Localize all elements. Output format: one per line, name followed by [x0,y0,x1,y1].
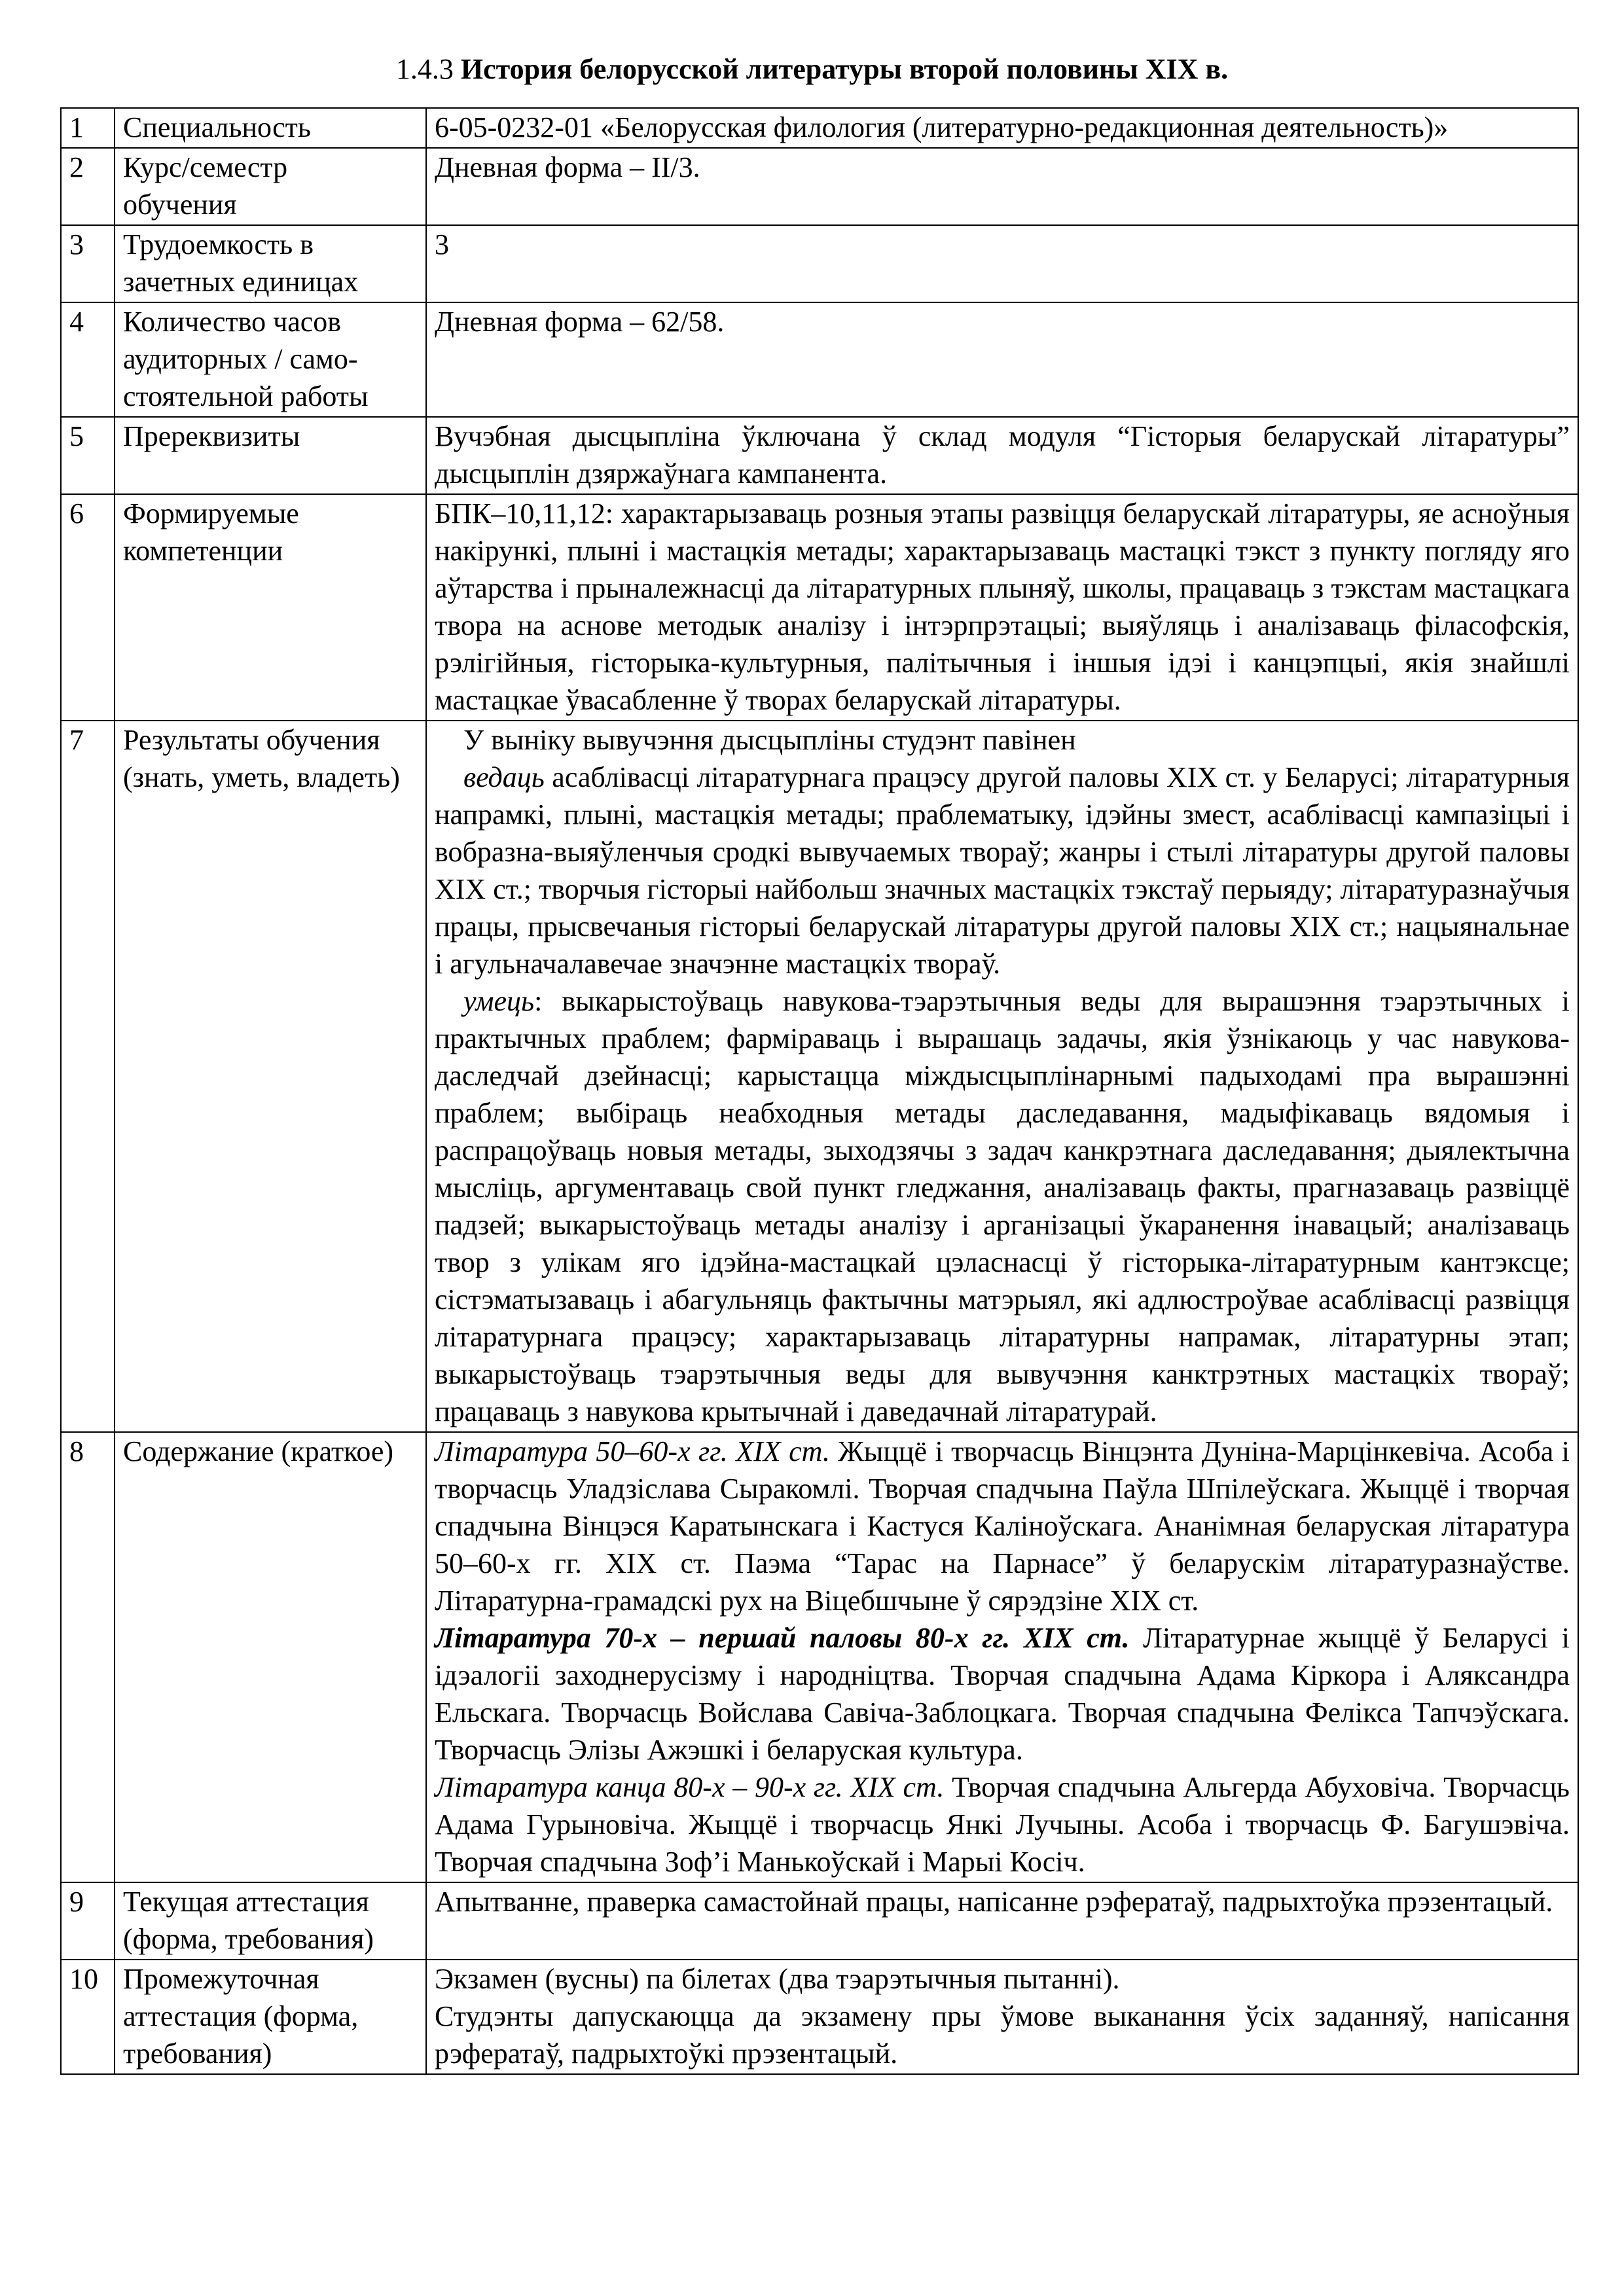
table-row [61,108,1578,148]
content-part-heading: Літаратура канца 80-х – 90-х гг. XIX ст. [435,1771,945,1803]
table-row [61,1432,1578,1882]
row-label: Трудоемкость в зачетных единицах [115,225,426,302]
row-value [426,721,1578,1432]
content-part [435,1768,1570,1880]
content-part-heading: Літаратура 70-х – першай паловы 80-х гг. XIX ст. [435,1622,1130,1654]
row-number: 4 [61,302,115,417]
row-value: БПК–10,11,12: характарызаваць розныя этапы развіцця беларускай літаратуры, яе асноўныя накірункі, плыні і мастацкія метады; характарызаваць мастацкі тэкст з пункту погляду яго аўтарства і прыналежнасці да літаратурных плыняў, школы, працаваць з тэкстам мастацкага твора на аснове методык аналізу і інтэрпрэтацыі; выяўляць і аналізаваць філасофскія, рэлігійныя, гісторыка-культурныя, палітычныя і іншыя ідэі і канцэпцыі, якія знайшлі мастацкае ўвасабленне ў творах беларускай літаратуры. [426,494,1578,721]
row-number: 9 [61,1882,115,1960]
exam-form: Экзамен (вусны) па білетах (два тэарэтычныя пытанні). [435,1963,1120,1995]
table-row [61,417,1578,494]
content-part-text: Жыццё і творчасць Вінцэнта Дуніна-Марцінкевіча. Асоба і творчасць Уладзіслава Сыракомлі. Творчая спадчына Паўла Шпілеўскага. Жыццё і творчая спадчына Вінцэся Каратынскага і Кастуся Каліноўскага. Ананімная беларуская літаратура 50–60-х гг. XIX ст. Паэма “Тарас на Парнасе” ў беларускім літаратуразнаўстве. Літаратурна-грамадскі рух на Віцебшчыне ў сярэдзіне XIX ст. [435,1435,1570,1617]
row-label: Промежуточная аттестация (форма, требования) [115,1960,426,2074]
results-can [435,982,1570,1430]
content-part [435,1433,1570,1619]
table-row [61,148,1578,225]
page-title [0,51,1624,88]
row-label: Результаты обучения (знать, уметь, владеть) [115,721,426,1432]
exam-requirements: Студэнты дапускаюцца да экзамену пры ўмове выканання ўсіх заданняў, напісання рэфератаў, падрыхтоўкі прэзентацый. [435,2000,1570,2070]
row-number: 5 [61,417,115,494]
row-value: 3 [426,225,1578,302]
row-value: Дневная форма – II/3. [426,148,1578,225]
table-row [61,1960,1578,2074]
section-number: 1.4.3 [395,53,454,85]
row-value: 6-05-0232-01 «Белорусская филология (литературно-редакционная деятельность)» [426,108,1578,148]
results-know [435,759,1570,982]
can-text: : выкарыстоўваць навукова-тэарэтычныя веды для вырашэння тэарэтычных і практычных праблем; фарміраваць і вырашаць задачы, якія ўзнікаюць у час навукова-даследчай дзейнасці; карыстацца міждысцыплінарнымі падыходамі пра вырашэнні праблем; выбіраць неабходныя метады даследавання, мадыфікаваць вядомыя і распрацоўваць новыя метады, зыходзячы з задач канкрэтнага даследавання; дыялектычна мысліць, аргументаваць свой пункт гледжання, аналізаваць факты, прагназаваць развіццё падзей; выкарыстоўваць метады аналізу і арганізацыі ўкаранення інавацый; аналізаваць твор з улікам яго ідэйна-мастацкай цэласнасці ў гісторыка-літаратурным кантэксце; сістэматызаваць і абагульняць фактычны матэрыял, які адлюстроўвае асаблівасці развіцця літаратурнага працэсу; характарызаваць літаратурны напрамак, літаратурны этап; выкарыстоўваць тэарэтычныя веды для вывучэння канктрэтных мастацкіх твораў; працаваць з навукова крытычнай і даведачнай літаратурай. [435,985,1570,1427]
table-row [61,225,1578,302]
results-intro: У выніку вывучэння дысцыпліны студэнт павінен [463,724,1076,756]
content-part-heading: Літаратура 50–60-х гг. XIX ст. [435,1435,830,1467]
table-row [61,721,1578,1432]
table-row [61,494,1578,721]
row-label: Курс/семестр обучения [115,148,426,225]
row-label: Пререквизиты [115,417,426,494]
row-number: 6 [61,494,115,721]
row-value: Вучэбная дысцыпліна ўключана ў склад модуля “Гісторыя беларускай літаратуры” дысцыплін дзяржаўнага кампанента. [426,417,1578,494]
discipline-table [60,107,1579,2075]
row-value: Апытванне, праверка самастойнай працы, напісанне рэфератаў, падрыхтоўка прэзентацый. [426,1882,1578,1960]
row-value: Дневная форма – 62/58. [426,302,1578,417]
row-value [426,1960,1578,2074]
row-number: 7 [61,721,115,1432]
row-number: 10 [61,1960,115,2074]
row-number: 8 [61,1432,115,1882]
row-label: Текущая аттестация (форма, требования) [115,1882,426,1960]
row-number: 3 [61,225,115,302]
know-text: асаблівасці літаратурнага працэсу другой паловы XIX ст. у Беларусі; літаратурныя напрамкі, плыні, мастацкія метады; праблематыку, ідэйны змест, асаблівасці кампазіцыі і вобразна-выяўленчыя сродкі вывучаемых твораў; жанры і стылі літаратуры другой паловы XIX ст.; творчыя гісторыі найбольш значных мастацкіх тэкстаў перыяду; літаратуразнаўчыя працы, прысвечаныя гісторыі беларускай літаратуры другой паловы XIX ст.; нацыянальнае і агульначалавечае значэнне мастацкіх твораў. [435,761,1570,980]
section-title: История белорусской литературы второй половины XIX в. [460,53,1229,85]
content-part-text: Творчая спадчына Альгерда Абуховіча. Творчасць Адама Гурыновіча. Жыццё і творчасць Янкі Лучыны. Асоба і творчасць Ф. Багушэвіча. Творчая спадчына Зоф’і Манькоўскай і Марыі Косіч. [435,1771,1570,1878]
row-label: Количество часов аудиторных / само-стоятельной работы [115,302,426,417]
row-label: Содержание (краткое) [115,1432,426,1882]
content-part-text: Літаратурнае жыццё ў Беларусі і ідэалогіі заходнерусізму і народніцтва. Творчая спадчына Адама Кіркора і Аляксандра Ельскага. Творчасць Войслава Савіча-Заблоцкага. Творчая спадчына Фелікса Тапчэўскага. Творчасць Элізы Ажэшкі і беларуская культура. [435,1622,1570,1766]
table-row [61,1882,1578,1960]
table-row [61,302,1578,417]
content-part [435,1619,1570,1768]
row-value [426,1432,1578,1882]
row-number: 2 [61,148,115,225]
know-term: ведаць [463,761,545,793]
row-label: Формируемые компетенции [115,494,426,721]
row-label: Специальность [115,108,426,148]
row-number: 1 [61,108,115,148]
can-term: умець [463,985,535,1017]
